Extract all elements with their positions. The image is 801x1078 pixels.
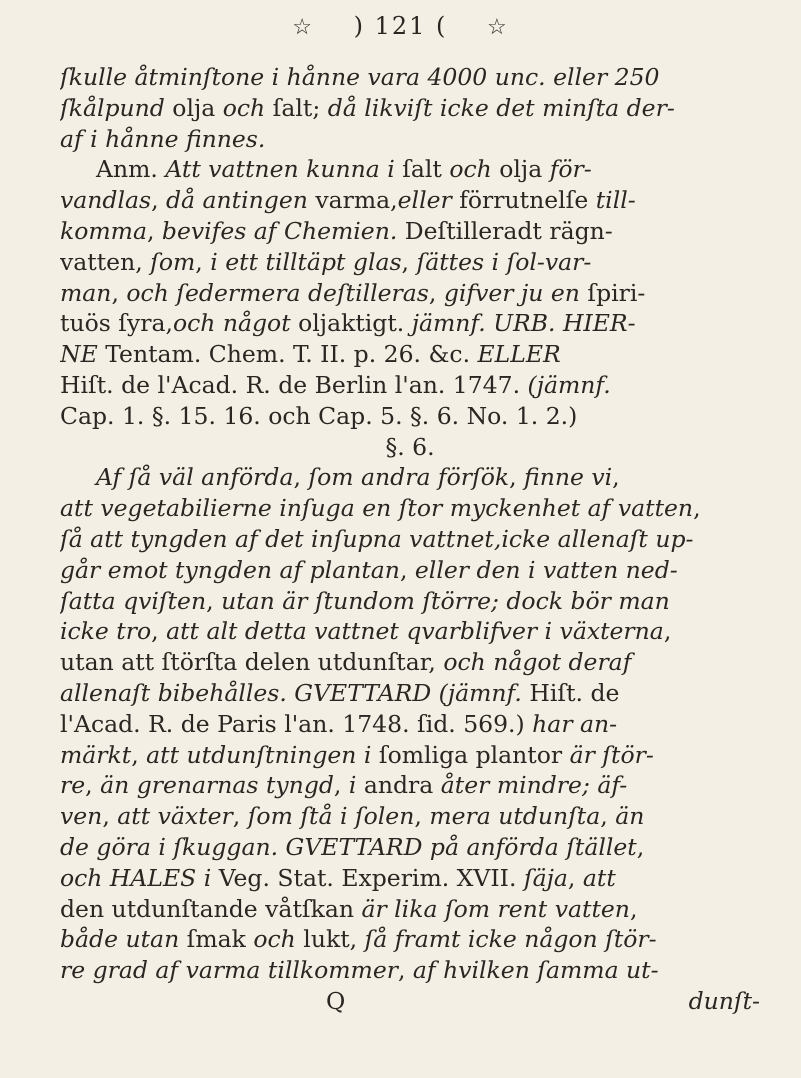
text-line [60,278,760,309]
text-line [60,93,760,124]
text-segment: eller [397,186,460,215]
text-line [60,863,760,894]
text-segment: till- [595,186,636,215]
text-segment: att [582,863,616,892]
text-segment: och [222,93,273,122]
text-line [60,154,760,185]
text-segment: mera utdunſta [429,802,601,831]
text-segment: ſkålpund [60,93,173,122]
text-segment: , [612,463,620,492]
text-segment: Veg. Stat. Experim. XVII. [218,863,524,892]
text-segment: af i hånne finnes. [60,124,266,153]
text-segment: af hvilken ſamma ut- [412,956,659,985]
text-segment: i ett tilltäpt glas [210,247,402,276]
text-segment: Cap. 1. §. 15. 16. och Cap. 5. §. 6. No. 1. 2.) [60,401,578,430]
text-segment: eller den i vatten ned- [414,555,678,584]
text-segment: vatten, [60,247,151,276]
text-segment: Anm. [96,155,166,184]
text-segment: ſomliga plantor [378,740,570,769]
text-segment: , [151,186,167,215]
text-segment: gifver ju en [443,278,588,307]
text-segment: och HALES i [60,863,219,892]
catchword: dunſt- [688,986,760,1015]
text-line [60,924,760,955]
text-segment: , [629,894,638,923]
text-segment: bevifes af Chemien. [161,216,405,245]
text-segment: och ſedermera deſtilleras [126,278,429,307]
text-segment: än grenarnas tyngd [100,771,334,800]
text-segment: märkt [60,740,132,769]
text-segment: då likviſt icke det minſta der- [327,93,675,122]
text-segment: olja [499,155,550,184]
text-segment: , [636,832,645,861]
text-segment: , [232,802,248,831]
page-number: ) 121 ( [353,12,448,40]
page-header [0,12,801,40]
text-line [60,586,760,617]
text-segment: re [60,771,86,800]
text-segment: och [449,155,500,184]
text-segment: §. 6. [385,432,435,461]
text-segment: icke tro [60,617,152,646]
text-segment: och [253,925,304,954]
text-segment: , [397,956,413,985]
text-segment: ſom ſtå i ſolen [247,802,415,831]
text-segment: att alt detta vattnet qvarblifver i växterna [166,617,664,646]
text-segment: re grad af varma tillkommer [60,956,398,985]
text-segment: både utan [60,925,187,954]
text-segment: ſalt [402,155,450,184]
text-segment: NE [60,340,106,369]
text-segment: , [85,771,101,800]
text-segment: ſmak [186,925,254,954]
text-segment: , [195,247,211,276]
text-line [60,124,760,155]
text-segment: den utdunſtande [60,894,266,923]
text-segment: utan att ſtörſta delen utdunſtar, [60,648,444,677]
text-segment: att utdunſtningen i [146,740,379,769]
text-line [60,894,760,925]
text-segment: , [567,863,583,892]
text-segment: olja [172,93,223,122]
text-segment: ſättes i ſol-var- [416,247,592,276]
text-segment: , [600,802,616,831]
text-line [60,647,760,678]
text-segment: ſpiri- [587,278,646,307]
text-line [60,370,760,401]
text-segment: varma, [315,186,398,215]
text-line [60,801,760,832]
text-segment: Att vattnen kunna i [165,155,403,184]
text-line [60,216,760,247]
text-segment: komma [60,216,147,245]
text-segment: , [428,278,444,307]
text-segment: då antingen [166,186,316,215]
text-segment: lukt, [303,925,365,954]
body-text [60,62,760,1017]
text-line [60,709,760,740]
text-segment: , [131,740,147,769]
text-segment: , [399,555,415,584]
text-segment: än [615,802,645,831]
text-segment: l'Acad. R. de Paris l'an. 1748. ſid. 569.) [60,709,533,738]
text-segment: är lika ſom rent vatten [361,894,630,923]
text-segment: , [111,278,127,307]
text-segment: har an- [532,709,618,738]
text-segment: , [333,771,349,800]
text-line [60,339,760,370]
text-segment: allenaſt bibehålles. GVETTARD (jämnf. [60,678,530,707]
text-line [60,770,760,801]
text-segment: man [60,278,112,307]
text-segment: våtſkan [265,894,362,923]
text-segment: utan är ſtundom ſtörre; dock bör man [221,586,670,615]
text-segment: , [663,617,672,646]
text-line [60,740,760,771]
text-segment: ſom [150,247,196,276]
text-segment: ſäja [523,863,568,892]
text-segment: är ſtör- [569,740,654,769]
text-segment: Af ſå väl anförda [96,463,294,492]
text-segment: förrutnelſe [459,186,596,215]
text-segment: jämnf. URB. HIER- [411,309,636,338]
text-segment: ven [60,802,103,831]
text-segment: att växter [117,802,233,831]
text-segment: , [414,802,430,831]
text-segment: och något deraf [443,648,632,677]
text-segment: ſom andra förſök [308,463,510,492]
text-segment: att vegetabilierne inſuga en ſtor myckenhet af vatten [60,494,694,523]
text-line [60,616,760,647]
text-segment: och något [172,309,299,338]
text-line [60,678,760,709]
text-line [60,955,760,986]
text-line [60,462,760,493]
text-segment: ſkulle åtminſtone i hånne vara 4000 unc. eller 250 [60,63,660,91]
text-segment: , [293,463,309,492]
text-segment: de göra i ſkuggan. GVETTARD på anförda ſtället [60,832,637,861]
text-line [60,555,760,586]
text-line [60,62,760,93]
text-line [60,308,760,339]
text-segment: , [102,802,118,831]
text-segment: (jämnf. [527,370,611,399]
text-segment: , [206,586,222,615]
text-segment: oljaktigt. [298,309,412,338]
text-line [60,524,760,555]
text-segment: andra [363,771,441,800]
text-segment: finne vi [524,463,613,492]
text-segment: för- [549,155,592,184]
text-line [60,247,760,278]
text-segment: , [151,617,167,646]
text-segment: tuös ſyra, [60,309,173,338]
text-segment: Hiſt. de l'Acad. R. de Berlin l'an. 1747. [60,370,528,399]
text-line [60,185,760,216]
left-ornament-icon: ☆ [292,15,314,40]
text-segment: , [509,463,525,492]
text-segment: vandlas [60,186,152,215]
text-segment: ſå att tyngden af det inſupna vattnet,icke allenaſt up- [60,524,694,553]
text-segment: ſatta qviſten [60,586,207,615]
right-ornament-icon: ☆ [487,15,509,40]
text-segment: , [401,247,417,276]
text-segment: ſalt; [272,93,328,122]
text-segment: , [693,494,701,523]
text-segment: ELLER [477,340,561,369]
text-segment: åter mindre; äf- [440,771,628,800]
text-segment: i [348,771,364,800]
page-footer [60,986,760,1017]
text-segment: Deſtilleradt rägn- [404,216,613,245]
text-segment: , [146,216,162,245]
text-line [60,401,760,432]
text-line [60,832,760,863]
signature-mark: Q [326,986,346,1015]
text-segment: Hiſt. de [529,678,620,707]
text-line [60,432,760,463]
text-segment: Tentam. Chem. T. II. p. 26. &c. [105,340,478,369]
text-line [60,493,760,524]
text-segment: ſå framt icke någon ſtör- [364,925,657,954]
text-segment: går emot tyngden af plantan [60,555,400,584]
